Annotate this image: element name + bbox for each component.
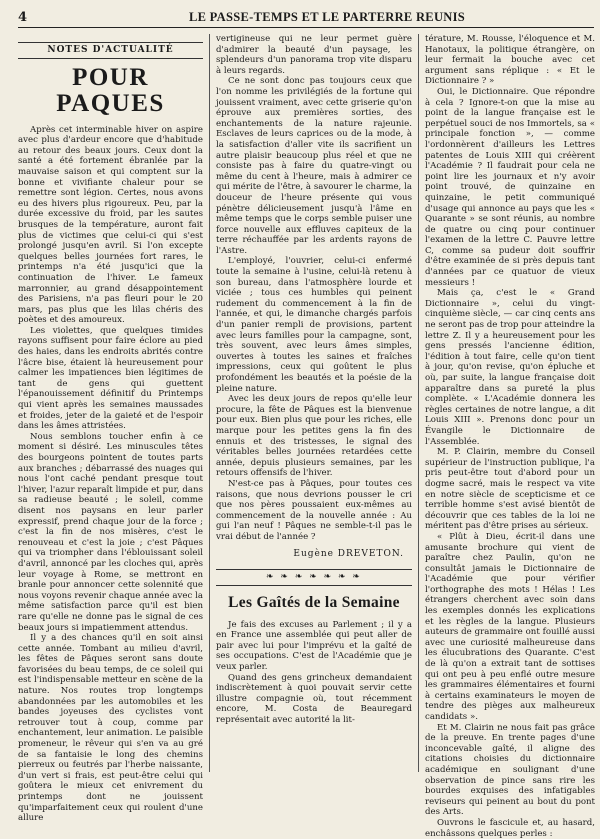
page-number: 4	[18, 10, 28, 25]
column-1	[18, 34, 203, 824]
paragraph: Il y a des chances qu'il en soit ainsi cette année. Tombant au milieu d'avril, les fêtes de Pâques seront sans doute favorisées du beau temps, de ce soleil qui est l'indispensable metteur en scène de la nature. Nos routes trop longtemps abandonnées par les automobiles et les bandes joyeuses des cyclistes vont retrouver tout à coup, comme par enchantement, leur animation. Le paisible promeneur, le rêveur qui s'en va au gré de sa fantaisie le long des chemins pierreux ou feutrés par l'herbe naissante, d'un vert si frais, est peut-être celui qui goûtera le mieux cet enivrement du printemps dont ne jouissent qu'imparfaitement ceux qui roulent d'une allure	[18, 633, 203, 824]
paragraph: Et M. Clairin ne nous fait pas grâce de la preuve. En trente pages d'une inconcevable gaîté, il aligne des citations choisies du dictionnaire académique en soulignant d'une observation de pince sans rire les bourdes exquises des infatigables reviseurs qui peinent au bout du pont des Arts.	[425, 722, 595, 818]
paragraph: Ouvrons le fascicule et, au hasard, enchâssons quelques perles :	[425, 817, 595, 839]
paragraph: L'employé, l'ouvrier, celui-ci enfermé toute la semaine à l'usine, celui-là retenu à son bureau, dans l'atmosphère lourde et viciée ; tous ces humbles qui peinent rudement du commencement à la fin de l'année, et qui, le dimanche chargés parfois d'un panier rempli de provisions, partent avec leurs familles pour la campagne, sont, très souvent, avec leurs âmes simples, ouvertes à toutes les saines et fraîches impressions, ceux qui goûtent le plus profondément les beautés et la poésie de la pleine nature.	[216, 256, 412, 394]
article-title: POUR PAQUES	[56, 63, 165, 117]
paragraph: N'est-ce pas à Pâques, pour toutes ces raisons, que nous devrions pousser le cri que nos pères poussaient eux-mêmes au commencement de la nouvelle année : Au gui l'an neuf ! Pâques ne semble-t-il pas le vrai début de l'année ?	[216, 478, 412, 542]
paragraph: « Plût à Dieu, écrit-il dans une amusante brochure qui vient de paraître chez Paulin, qu'on ne consultât jamais le Dictionnaire de l'Académie que pour vérifier l'orthographe des mots ! Hélas ! Les étrangers cherchent avec soin dans les exemples donnés les explications et les règles de la langue. Plusieurs auteurs de grammaire ont fouillé aussi avec une curiosité malheureuse dans les élucubrations des Quarante. C'est de là qu'on a extrait tant de sottises qui ont peu à peu enflé outre mesure les grammaires élémentaires et fourni à certains examinateurs le moyen de tendre des pièges aux malheureux candidats ».	[425, 531, 595, 722]
paragraph: Mais ça, c'est le « Grand Dictionnaire », celui du vingt-cinquième siècle, — car cinq cents ans ne seront pas de trop pour atteindre la lettre Z. Il y a heureusement pour les gens pressés l'ancienne édition, l'édition à tout faire, celle qu'on tient à jour, qu'on revise, qu'on épluche et où, par suite, la langue française doit apparaître dans sa pureté la plus complète. « L'Académie donnera les règles certaines de notre langue, a dit Louis XIII ». Prenons donc pour un Évangile le Dictionnaire de l'Assemblée.	[425, 288, 595, 447]
paragraph: Je fais des excuses au Parlement ; il y a en France une assemblée qui peut aller de pair avec lui pour l'imprévu et la gaîté de ses occupations. C'est de l'Académie que je veux parler.	[216, 619, 412, 673]
paragraph: Quand des gens grincheux demandaient indiscrètement à quoi pouvait servir cette illustre compagnie où, tout récemment encore, M. Costa de Beauregard représentait avec autorité la lit-	[216, 672, 412, 726]
paragraph: Nous semblons toucher enfin à ce moment si désiré. Les minuscules têtes des bourgeons pointent de toutes parts aux branches ; débarrassé des nuages qui nous l'ont caché pendant presque tout l'hiver, l'azur reparaît limpide et pur, dans sa radieuse beauté ; le soleil, comme disent nos paysans en leur parler expressif, prend chaque jour de la force ; c'est la fin de nos misères, c'est le renouveau et c'est la joie ; c'est Pâques qui va triompher dans l'éblouissant soleil d'avril, annoncé par les cloches qui, après leur voyage à Rome, se mettront en branle pour annoncer cette solennité que nous voyons revenir chaque année avec la même satisfaction parce qu'il est bien rare qu'elle ne donne pas le signal de ces beaux jours si impatiemment attendus.	[18, 431, 203, 633]
paragraph: M. P. Clairin, membre du Conseil supérieur de l'instruction publique, l'a pris peut-être tout d'abord pour un dogme sacré, mais le respect va vite en notre siècle de scepticisme et ce terrible homme s'est avisé bientôt de découvrir que ces tables de la loi ne méritent pas d'être prises au sérieux.	[425, 447, 595, 532]
column-rule-1	[209, 34, 210, 772]
paragraph: Après cet interminable hiver on aspire avec plus d'ardeur encore que d'habitude au retour des beaux jours. Ceux dont la santé a été fortement ébranlée par la mauvaise saison et qui comptent sur la bonne et vivifiante chaleur pour se remettre sont légion. Certes, nous avons eu des hivers plus rigoureux. Peu, par la durée excessive du froid, par les sautes brusques de la température, auront fait plus de victimes que celui-ci qui s'est prolongé jusqu'en avril. Si l'on excepte quelques belles journées fort rares, le printemps n'a été jusqu'ici que la continuation de l'hiver. Le fameux marronnier, au grand désappointement des Parisiens, n'a pas fleuri pour le 20 mars, pas plus que les lilas chéris des poètes et des amoureux.	[18, 124, 203, 326]
signature: Eugène DREVETON.	[293, 548, 404, 559]
paragraph: Avec les deux jours de repos qu'elle leur procure, la fête de Pâques est la bienvenue pour eux. Bien plus que pour les riches, elle marque pour les petites gens la fin des ennuis et des tristesses, le signal des véritables belles journées retardées cette année, depuis plusieurs semaines, par les retours offensifs de l'hiver.	[216, 394, 412, 479]
article2-title: Les Gaîtés de la Semaine	[228, 593, 400, 611]
paragraph: Les violettes, que quelques timides rayons suffisent pour faire éclore au pied des haies, dans les endroits abrités contre l'âcre bise, étaient là heureusement pour calmer les impatiences bien légitimes de tant de gens qui guettent l'épanouissement définitif du Printemps qui vient après les semaines maussades et froides, jeter de la gaieté et de l'espoir dans les âmes attristées.	[18, 325, 203, 432]
ornament-divider: ❧ ❧ ❧ ❧ ❧ ❧ ❧	[216, 569, 412, 586]
paragraph: Oui, le Dictionnaire. Que répondre à cela ? Ignore-t-on que la mise au point de la langue française est le perpétuel souci de nos Immortels, sa « principale fonction », — comme l'ordonnèrent d'ailleurs les Lettres patentes de Louis XIII qui créèrent l'Académie ? Il faudrait pour cela ne point lire les journaux et n'y avoir point trouvé, de quinzaine en quinzaine, le petit communiqué d'usage qui annonce au pays que les « Quarante » se sont réunis, au nombre de quatre ou cinq pour continuer l'examen de la lettre C. Pauvre lettre C, comme sa pudeur doit souffrir d'être examinée de si près depuis tant d'années par ce quatuor de vieux messieurs !	[425, 86, 595, 288]
paragraph: Ce ne sont donc pas toujours ceux que l'on nomme les privilégiés de la fortune qui jouissent vraiment, avec cette griserie qu'on éprouve aux premières sorties, des enchantements de la nature rajeunie. Esclaves de leurs caprices ou de la mode, à la satisfaction d'aller vite ils sacrifient un autre plaisir beaucoup plus réel et que ne consiste pas à faire du quatre-vingt ou même du cent à l'heure, mais à admirer ce qui mérite de l'être, à savourer le charme, la douceur de l'heure présente qui vous pénètre délicieusement jusqu'à l'âme en même temps que le corps semble puiser une force nouvelle aux effluves capiteux de la terre réchauffée par les ardents rayons de l'Astre.	[216, 76, 412, 256]
column-rule-2	[418, 34, 419, 772]
section-kicker: NOTES D'ACTUALITÉ	[18, 42, 203, 59]
masthead-rule	[18, 27, 594, 28]
paragraph: vertigineuse qui ne leur permet guère d'admirer la beauté d'un paysage, les splendeurs d'un panorama trop vite disparu à leurs regards.	[216, 34, 412, 76]
column-2	[216, 34, 412, 772]
column-3	[425, 34, 595, 839]
masthead: LE PASSE-TEMPS ET LE PARTERRE REUNIS	[188, 10, 466, 24]
paragraph: térature, M. Rousse, l'éloquence et M. Hanotaux, la politique étrangère, on leur fermait la bouche avec cet argument sans réplique : « Et le Dictionnaire ? »	[425, 34, 595, 87]
